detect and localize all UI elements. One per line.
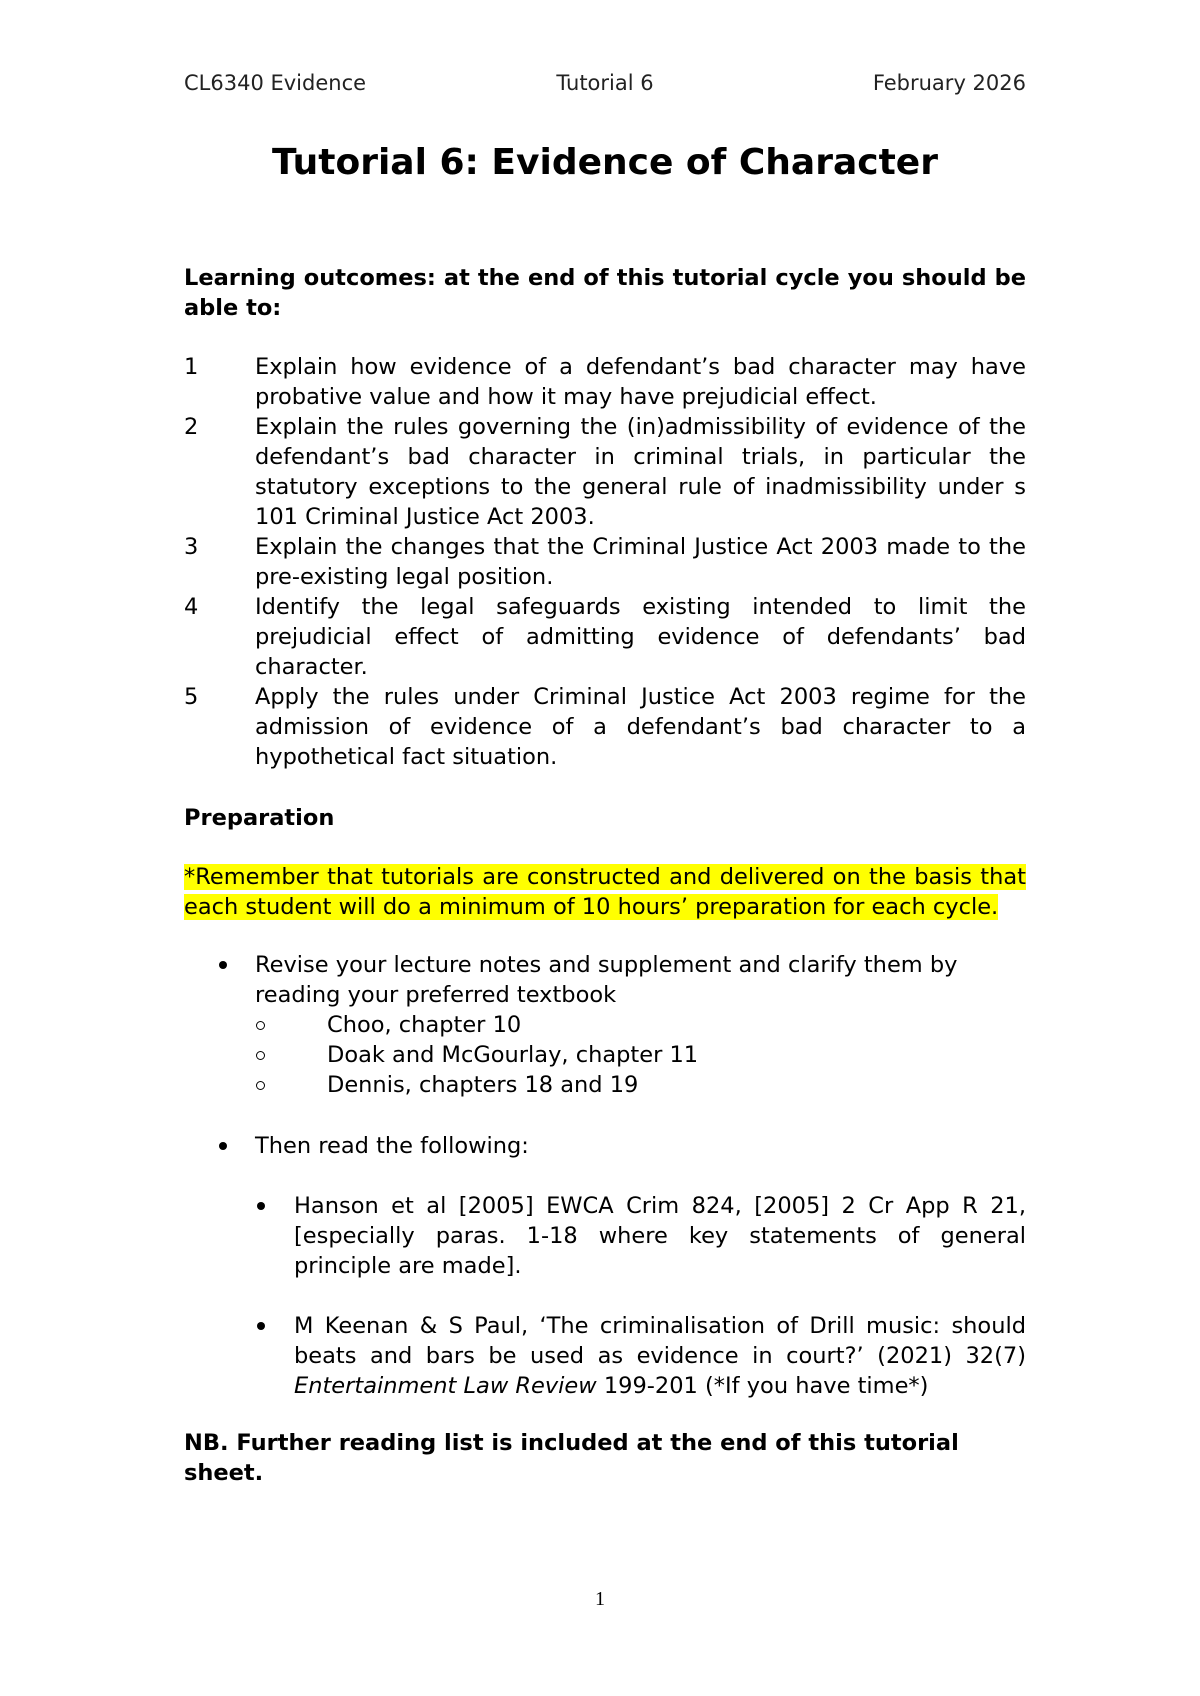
list-item — [184, 950, 1026, 1010]
bullet-icon — [184, 1131, 255, 1161]
textbook-text: Dennis, chapters 18 and 19 — [327, 1072, 639, 1098]
page-number: 1 — [595, 1588, 605, 1610]
reading-item — [184, 1311, 1026, 1401]
outcome-text: Explain the rules governing the (in)admissibility of evidence of the defendant’s bad character in criminal trials, in particular the statutory exceptions to the general rule of inadmissibility under s 101 Criminal Justice Act 2003. — [255, 414, 1026, 530]
outcome-item — [184, 352, 1026, 412]
reminder-highlight: *Remember that tutorials are constructed and delivered on the basis that each student will do a minimum of 10 hours’ preparation for each cycle. — [184, 864, 1026, 920]
textbook-item — [255, 1040, 1026, 1070]
then-read-bullet-list — [184, 1131, 1026, 1161]
reading-keenan — [294, 1311, 1026, 1401]
page-title: Tutorial 6: Evidence of Character — [272, 142, 938, 183]
textbook-text: Choo, chapter 10 — [327, 1012, 522, 1038]
reading-hanson: Hanson et al [2005] EWCA Crim 824, [2005] 2 Cr App R 21, [especially paras. 1-18 where key statements of general principle are made]. — [294, 1193, 1026, 1279]
list-item — [184, 1131, 1026, 1161]
document-body — [184, 263, 1026, 1488]
textbook-list — [255, 1010, 1026, 1100]
textbook-item — [255, 1010, 1026, 1040]
textbook-item — [255, 1070, 1026, 1100]
header-course: CL6340 Evidence — [184, 71, 367, 95]
circle-bullet-icon — [255, 1040, 327, 1070]
reading-keenan-pages: 199-201 (*If you have time*) — [596, 1373, 929, 1399]
outcome-text: Identify the legal safeguards existing intended to limit the prejudicial effect of admitting evidence of defendants’ bad character. — [255, 594, 1026, 680]
preparation-heading: Preparation — [184, 805, 335, 831]
reading-list — [184, 1191, 1026, 1401]
circle-bullet-icon — [255, 1070, 327, 1100]
outcome-text: Explain the changes that the Criminal Justice Act 2003 made to the pre-existing legal position. — [255, 534, 1026, 590]
outcome-item — [184, 592, 1026, 682]
outcome-number: 4 — [184, 594, 199, 620]
header-date: February 2026 — [872, 71, 1026, 95]
bullet-icon — [184, 1311, 294, 1401]
circle-bullet-icon — [255, 1010, 327, 1040]
reading-keenan-citation: M Keenan & S Paul, ‘The criminalisation of Drill music: should beats and bars be used as evidence in court?’ (2021) 32(7) — [294, 1313, 1026, 1369]
outcome-item — [184, 412, 1026, 532]
page-header — [184, 71, 1026, 101]
outcome-number: 5 — [184, 684, 199, 710]
outcome-text: Explain how evidence of a defendant’s bad character may have probative value and how it may have prejudicial effect. — [255, 354, 1026, 410]
outcome-item — [184, 682, 1026, 772]
bullet-icon — [184, 950, 255, 1010]
reading-keenan-journal: Entertainment Law Review — [294, 1373, 597, 1399]
learning-outcomes-list — [184, 352, 1026, 772]
outcome-number: 1 — [184, 354, 199, 380]
then-read-text: Then read the following: — [255, 1133, 529, 1159]
nb-note: NB. Further reading list is included at the end of this tutorial sheet. — [184, 1430, 959, 1486]
outcome-item — [184, 532, 1026, 592]
textbook-text: Doak and McGourlay, chapter 11 — [327, 1042, 699, 1068]
outcome-text: Apply the rules under Criminal Justice Act 2003 regime for the admission of evidence of a defendant’s bad character to a hypothetical fact situation. — [255, 684, 1026, 770]
revise-bullet-list — [184, 950, 1026, 1010]
bullet-icon — [184, 1191, 294, 1281]
outcome-number: 3 — [184, 534, 199, 560]
header-tutorial: Tutorial 6 — [556, 71, 654, 95]
preparation-reminder — [184, 862, 1026, 922]
outcome-number: 2 — [184, 414, 199, 440]
revise-text: Revise your lecture notes and supplement and clarify them by reading your preferred textbook — [255, 952, 958, 1008]
learning-outcomes-heading: Learning outcomes: at the end of this tutorial cycle you should be able to: — [184, 265, 1026, 321]
reading-item — [184, 1191, 1026, 1281]
